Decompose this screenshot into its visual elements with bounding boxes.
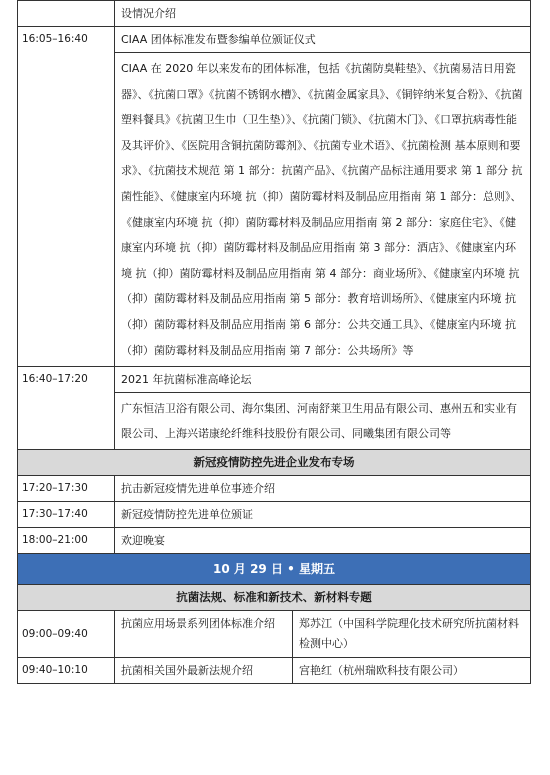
- time-cell: 17:30–17:40: [18, 502, 115, 528]
- table-row: [18, 502, 531, 528]
- section-header-row: [18, 585, 531, 611]
- title-cell: 抗击新冠疫情先进单位事迹介绍: [115, 476, 531, 502]
- split-cell: [115, 611, 531, 658]
- table-row: [18, 1, 531, 27]
- table-row: [18, 658, 531, 684]
- table-row: [18, 528, 531, 554]
- title-cell: 2021 年抗菌标准高峰论坛: [115, 367, 531, 393]
- time-cell: 16:05–16:40: [18, 27, 115, 367]
- day-banner: 10 月 29 日 • 星期五: [18, 554, 531, 585]
- description-cell: 广东恒洁卫浴有限公司、海尔集团、河南舒莱卫生用品有限公司、惠州五和实业有限公司、上海兴诺康纶纤维科技股份有限公司、同曦集团有限公司等: [115, 393, 531, 450]
- table-row: [18, 476, 531, 502]
- table-row: [18, 611, 531, 658]
- table-row: [18, 367, 531, 393]
- time-cell: 09:40–10:10: [18, 658, 115, 684]
- title-cell: 新冠疫情防控先进单位颁证: [115, 502, 531, 528]
- time-cell: 09:00–09:40: [18, 611, 115, 658]
- split-cell: [115, 658, 531, 684]
- time-cell: 16:40–17:20: [18, 367, 115, 450]
- section-header-row: [18, 450, 531, 476]
- talk-title: 抗菌应用场景系列团体标准介绍: [115, 611, 293, 657]
- section-title: 新冠疫情防控先进企业发布专场: [18, 450, 531, 476]
- speaker: 郑苏江（中国科学院理化技术研究所抗菌材料检测中心）: [299, 617, 519, 651]
- time-cell: [18, 1, 115, 27]
- speaker: 宫艳红（杭州瑞欧科技有限公司）: [299, 664, 464, 678]
- title-cell: 设情况介绍: [115, 1, 531, 27]
- title-cell: 欢迎晚宴: [115, 528, 531, 554]
- table-row: [18, 27, 531, 53]
- time-cell: 18:00–21:00: [18, 528, 115, 554]
- talk-title: 抗菌相关国外最新法规介绍: [115, 658, 293, 683]
- day-banner-row: [18, 554, 531, 585]
- description-cell: CIAA 在 2020 年以来发布的团体标准，包括《抗菌防臭鞋垫》、《抗菌易洁日用瓷器》、《抗菌口罩》《抗菌不锈钢水槽》、《抗菌金属家具》、《铜锌纳米复合粉》、《抗菌塑料餐具》《抗菌卫生巾（卫生垫）》、《抗菌门锁》、《抗菌木门》、《口罩抗病毒性能及其评价》、《医院用含铜抗菌防霉剂》、《抗菌专业术语》、《抗菌检测 基本原则和要求》、《抗菌技术规范 第 1 部分：抗菌产品》、《抗菌产品标注通用要求 第 1 部分 抗菌性能》、《健康室内环境 抗（抑）菌防霉材料及制品应用指南 第 1 部分：总则》、《健康室内环境 抗（抑）菌防霉材料及制品应用指南 第 2 部分：家庭住宅》、《健康室内环境 抗（抑）菌防霉材料及制品应用指南 第 3 部分：酒店》、《健康室内环境 抗（抑）菌防霉材料及制品应用指南 第 4 部分：商业场所》、《健康室内环境 抗（抑）菌防霉材料及制品应用指南 第 5 部分：教育培训场所》、《健康室内环境 抗（抑）菌防霉材料及制品应用指南 第 6 部分：公共交通工具》、《健康室内环境 抗（抑）菌防霉材料及制品应用指南 第 7 部分：公共场所》等: [115, 53, 531, 367]
- schedule-table: [17, 0, 531, 684]
- section-title: 抗菌法规、标准和新技术、新材料专题: [18, 585, 531, 611]
- time-cell: 17:20–17:30: [18, 476, 115, 502]
- title-cell: CIAA 团体标准发布暨参编单位颁证仪式: [115, 27, 531, 53]
